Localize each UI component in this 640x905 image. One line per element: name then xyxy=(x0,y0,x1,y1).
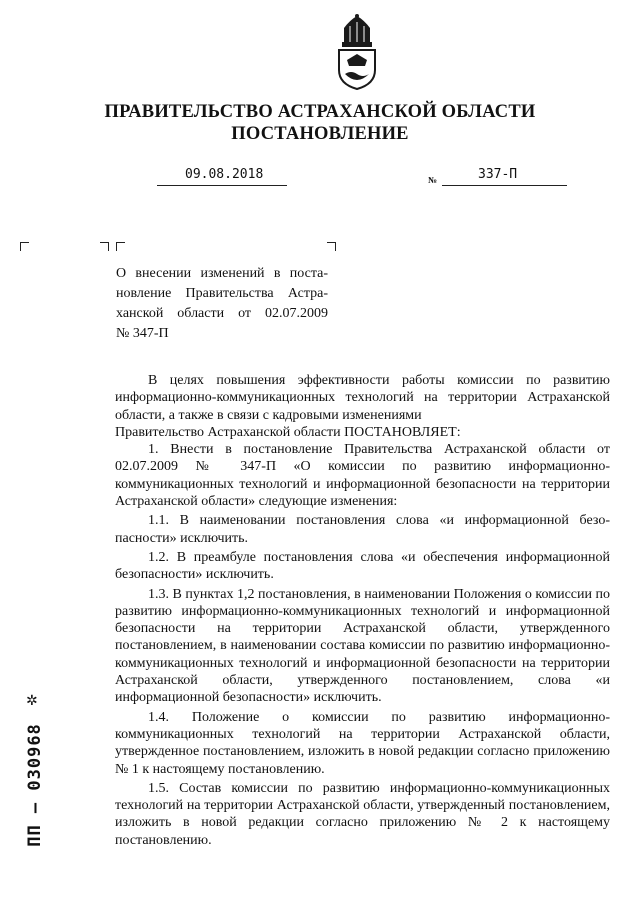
corner-mark xyxy=(20,242,29,251)
document-type-title: ПОСТАНОВЛЕНИЕ xyxy=(231,124,409,144)
clause-1-3: 1.3. В пунктах 1,2 постановления, в наименовании Положения о комиссии по развитию информационно-коммуникационных технологий и информационной безопасности на территории Астраханской области, утвержденного постановлением, в наименовании состава комиссии по развитию информационно-коммуникационных технологий и информационной безопасности на территории Астраханской области, утвержденного постановлением, слова «и информационной безопасности» исключить. xyxy=(115,586,610,706)
corner-mark xyxy=(116,242,125,251)
corner-mark xyxy=(327,242,336,251)
corner-mark xyxy=(100,242,109,251)
number-underline xyxy=(442,185,567,186)
date-underline xyxy=(157,185,287,186)
clause-1-4: 1.4. Положение о комиссии по развитию информационно-коммуникационных технологий на территории Астраханской области, утвержденное постановлением, изложить в новой редакции согласно приложению № 1 к настоящему постановлению. xyxy=(115,709,610,777)
document-number: 337-П xyxy=(478,167,518,182)
number-sign: № xyxy=(428,175,438,185)
document-body xyxy=(115,372,610,849)
clause-1: 1. Внести в постановление Правительства Астраханской области от 02.07.2009 № 347-П «О комиссии по развитию информационно-коммуникационных технологий и информационной безопасности на территории Астраханской области» следующие изменения: xyxy=(115,442,610,510)
clause-1-1: 1.1. В наименовании постановления слова «и информационной безо-пасности» исключить. xyxy=(115,513,610,546)
coat-of-arms-emblem xyxy=(330,14,384,90)
preamble-paragraph: В целях повышения эффективности работы комиссии по развитию информационно-коммуникационных технологий на территории Астраханской области, а также в связи с кадровыми изменениями xyxy=(115,373,610,423)
government-title: ПРАВИТЕЛЬСТВО АСТРАХАНСКОЙ ОБЛАСТИ xyxy=(104,102,536,122)
registration-code: ПП – 030968 xyxy=(25,723,45,847)
clause-1-2: 1.2. В преамбуле постановления слова «и обеспечения информационной безопасности» исключить. xyxy=(115,549,610,583)
subject-line: новление Правительства Астра- xyxy=(116,286,328,301)
subject-line: ханской области от 02.07.2009 xyxy=(116,306,328,321)
clause-1-5: 1.5. Состав комиссии по развитию информационно-коммуникационных технологий на территории Астраханской области, утвержденный постановлением, изложить в новой редакции согласно приложению № 2 к настоящему постановлению. xyxy=(115,780,610,848)
subject-line: О внесении изменений в поста- xyxy=(116,266,328,281)
resolution-statement: Правительство Астраханской области ПОСТАНОВЛЯЕТ: xyxy=(115,424,461,440)
registration-stamp xyxy=(22,694,48,865)
document-date: 09.08.2018 xyxy=(185,167,264,182)
subject-line: № 347-П xyxy=(116,326,169,341)
document-subject xyxy=(116,264,328,344)
asterisk-icon: ✲ xyxy=(26,694,38,709)
